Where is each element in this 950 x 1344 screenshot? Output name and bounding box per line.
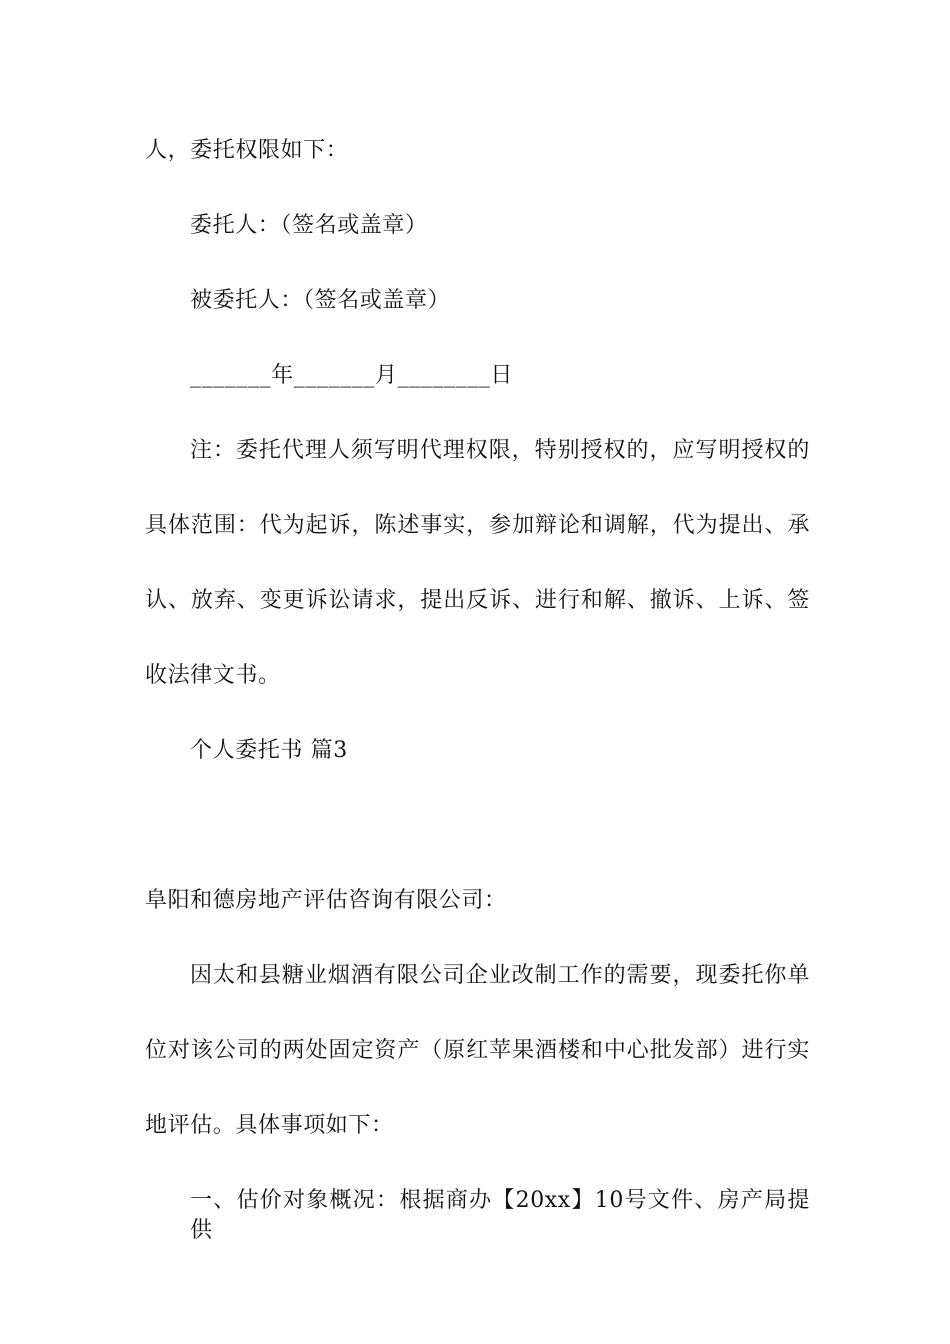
date-line: _______年_______月________日 xyxy=(190,363,513,388)
text-line: 人，委托权限如下： xyxy=(145,138,349,163)
text-line: 位对该公司的两处固定资产（原红苹果酒楼和中心批发部）进行实 xyxy=(145,1038,810,1063)
addressee-line: 阜阳和德房地产评估咨询有限公司： xyxy=(145,888,507,913)
text-line: 收法律文书。 xyxy=(145,663,281,688)
text-line: 因太和县糖业烟酒有限公司企业改制工作的需要，现委托你单 xyxy=(190,963,810,988)
text-line: 地评估。具体事项如下： xyxy=(145,1113,394,1138)
text-line: 具体范围：代为起诉，陈述事实，参加辩论和调解，代为提出、承 xyxy=(145,513,810,538)
section-heading: 个人委托书 篇3 xyxy=(190,738,348,763)
text-line: 一、估价对象概况：根据商办【20xx】10号文件、房产局提供 xyxy=(190,1188,810,1243)
text-line: 注：委托代理人须写明代理权限，特别授权的，应写明授权的 xyxy=(190,438,810,463)
text-line: 认、放弃、变更诉讼请求，提出反诉、进行和解、撤诉、上诉、签 xyxy=(145,588,810,613)
text-line: 委托人：（签名或盖章） xyxy=(190,213,428,238)
text-line: 被委托人：（签名或盖章） xyxy=(190,288,451,313)
